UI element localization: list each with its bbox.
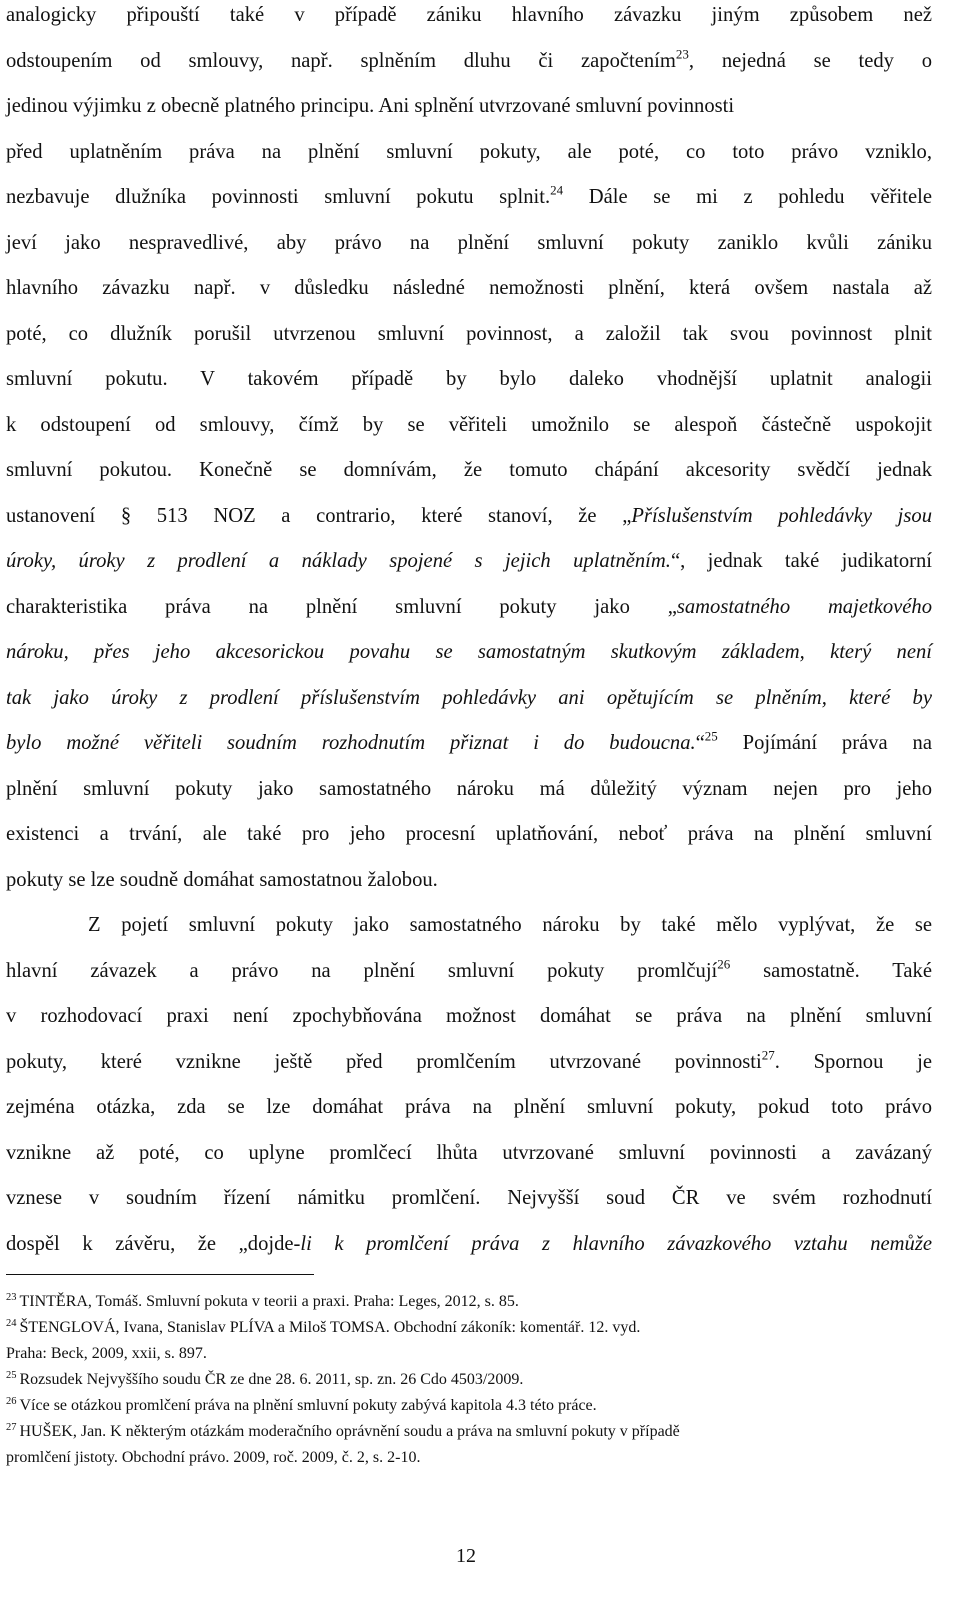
text-line bbox=[6, 720, 932, 766]
text-run: plnění smluvní pokuty jako samostatného nároku má důležitý význam nejen pro jeho bbox=[6, 777, 932, 800]
text-run: smluvní pokutu. V takovém případě by bylo daleko vhodnější uplatnit analogii bbox=[6, 368, 932, 390]
text-line bbox=[6, 129, 932, 175]
text-line bbox=[6, 857, 932, 903]
text-run: před uplatněním práva na plnění smluvní pokuty, ale poté, co toto právo vzniklo, bbox=[6, 140, 932, 163]
footnote bbox=[6, 1422, 932, 1442]
text-line bbox=[6, 1130, 932, 1176]
footnote-ref: 24 bbox=[550, 182, 564, 198]
text-line bbox=[6, 948, 932, 994]
text-line bbox=[6, 0, 932, 38]
text-run: zejména otázka, zda se lze domáhat práva na plnění smluvní pokuty, pokud toto právo bbox=[6, 1096, 932, 1118]
footnote bbox=[6, 1370, 932, 1390]
footnote-ref: 27 bbox=[761, 1047, 775, 1063]
text-line bbox=[6, 811, 932, 857]
text-line bbox=[6, 83, 932, 129]
footnote bbox=[6, 1396, 932, 1416]
footnote-text: HUŠEK, Jan. K některým otázkám moderačního oprávnění soudu a práva na smluvní pokuty v případě bbox=[19, 1423, 680, 1440]
text-run: hlavního závazku např. v důsledku následné nemožnosti plnění, která ovšem nastala až bbox=[6, 277, 932, 299]
text-line bbox=[6, 675, 932, 721]
footnote-ref: 25 bbox=[704, 728, 718, 744]
text-run: . Spornou je bbox=[774, 1050, 932, 1073]
text-line bbox=[6, 447, 932, 493]
text-run: jedinou výjimku z obecně platného principu. Ani splnění utvrzované smluvní povinnosti bbox=[6, 95, 735, 117]
footnote-text: promlčení jistoty. Obchodní právo. 2009, roč. 2009, č. 2, s. 2-10. bbox=[6, 1449, 421, 1466]
text-line bbox=[6, 265, 932, 311]
text-line bbox=[6, 311, 932, 357]
text-run: pokuty se lze soudně domáhat samostatnou žalobou. bbox=[6, 868, 438, 891]
text-line bbox=[6, 584, 932, 630]
text-run: dospěl k závěru, že „dojde- bbox=[6, 1232, 301, 1255]
text-line bbox=[6, 493, 932, 539]
footnote bbox=[6, 1344, 932, 1364]
page-number: 12 bbox=[456, 1545, 476, 1567]
text-run: hlavní závazek a právo na plnění smluvní pokuty promlčují bbox=[6, 959, 718, 982]
text-run: samostatně. Také bbox=[730, 959, 932, 982]
footnote-text: ŠTENGLOVÁ, Ivana, Stanislav PLÍVA a Miloš TOMSA. Obchodní zákoník: komentář. 12. vyd. bbox=[19, 1319, 641, 1336]
text-run: existenci a trvání, ale také pro jeho procesní uplatňování, neboť práva na plnění smluvní bbox=[6, 823, 932, 845]
footnote-number: 26 bbox=[6, 1396, 17, 1408]
text-line bbox=[6, 174, 932, 220]
text-run: v rozhodovací praxi není zpochybňována možnost domáhat se práva na plnění smluvní bbox=[6, 1005, 932, 1027]
text-run: vznese v soudním řízení námitku promlčení. Nejvyšší soud ČR ve svém rozhodnutí bbox=[6, 1187, 932, 1209]
text-line bbox=[6, 629, 932, 675]
text-run: charakteristika práva na plnění smluvní pokuty jako „ bbox=[6, 595, 677, 618]
text-line bbox=[6, 766, 932, 812]
text-line bbox=[6, 1221, 932, 1267]
text-run: smluvní pokutou. Konečně se domnívám, že tomuto chápání akcesority svědčí jednak bbox=[6, 459, 932, 481]
text-run: nezbavuje dlužníka povinnosti smluvní pokutu splnit. bbox=[6, 186, 551, 208]
italic-text: nároku, přes jeho akcesorickou povahu se samostatným skutkovým základem, který není bbox=[6, 641, 932, 663]
footnote-text: TINTĚRA, Tomáš. Smluvní pokuta v teorii a praxi. Praha: Leges, 2012, s. 85. bbox=[19, 1293, 519, 1310]
italic-text: bylo možné věřiteli soudním rozhodnutím přiznat i do budoucna. bbox=[6, 732, 696, 754]
text-run: “ bbox=[695, 732, 705, 754]
footnote-separator bbox=[6, 1274, 314, 1275]
text-line bbox=[6, 38, 932, 84]
text-run: poté, co dlužník porušil utvrzenou smluvní povinnost, a založil tak svou povinnost plnit bbox=[6, 322, 932, 345]
text-run: Pojímání práva na bbox=[717, 732, 932, 754]
text-run: “, jednak také judikatorní bbox=[670, 550, 933, 572]
italic-text: Příslušenstvím pohledávky jsou bbox=[631, 504, 932, 527]
footnote-number: 25 bbox=[6, 1370, 17, 1382]
text-line bbox=[6, 1084, 932, 1130]
text-run: ustanovení § 513 NOZ a contrario, které stanoví, že „ bbox=[6, 504, 632, 527]
text-run: , nejedná se tedy o bbox=[688, 49, 933, 72]
italic-text: úroky, úroky z prodlení a náklady spojené s jejich uplatněním. bbox=[6, 550, 671, 572]
italic-text: tak jako úroky z prodlení příslušenstvím pohledávky ani opětujícím se plněním, které by bbox=[6, 686, 932, 709]
footnote-text: Praha: Beck, 2009, xxii, s. 897. bbox=[6, 1345, 207, 1362]
text-line bbox=[6, 538, 932, 584]
text-run: odstoupením od smlouvy, např. splněním dluhu či započtením bbox=[6, 49, 676, 72]
text-run: Dále se mi z pohledu věřitele bbox=[563, 186, 932, 208]
footnote bbox=[6, 1292, 932, 1312]
text-line bbox=[6, 902, 932, 948]
text-run: jeví jako nespravedlivé, aby právo na plnění smluvní pokuty zaniklo kvůli zániku bbox=[6, 231, 932, 254]
text-run: pokuty, které vznikne ještě před promlčením utvrzované povinnosti bbox=[6, 1050, 762, 1073]
footnote-text: Rozsudek Nejvyššího soudu ČR ze dne 28. 6. 2011, sp. zn. 26 Cdo 4503/2009. bbox=[19, 1371, 524, 1388]
text-run: k odstoupení od smlouvy, čímž by se věřiteli umožnilo se alespoň částečně uspokojit bbox=[6, 413, 932, 436]
text-line bbox=[6, 402, 932, 448]
footnote-ref: 23 bbox=[675, 46, 689, 62]
footnote bbox=[6, 1448, 932, 1468]
text-line bbox=[6, 220, 932, 266]
text-run: vznikne až poté, co uplyne promlčecí lhůta utvrzované smluvní povinnosti a zavázaný bbox=[6, 1141, 932, 1164]
footnote-number: 24 bbox=[6, 1318, 17, 1330]
text-line bbox=[6, 1175, 932, 1221]
text-run: Z pojetí smluvní pokuty jako samostatného nároku by také mělo vyplývat, že se bbox=[88, 914, 932, 936]
footnote-number: 23 bbox=[6, 1292, 17, 1304]
footnote-number: 27 bbox=[6, 1422, 17, 1434]
italic-text: li k promlčení práva z hlavního závazkového vztahu nemůže bbox=[300, 1232, 932, 1255]
text-line bbox=[6, 993, 932, 1039]
text-line bbox=[6, 356, 932, 402]
footnote-text: Více se otázkou promlčení práva na plnění smluvní pokuty zabývá kapitola 4.3 této práce. bbox=[19, 1397, 597, 1414]
footnote-ref: 26 bbox=[717, 956, 731, 972]
italic-text: samostatného majetkového bbox=[676, 595, 933, 618]
text-run: analogicky připouští také v případě zániku hlavního závazku jiným způsobem než bbox=[6, 4, 932, 26]
footnote bbox=[6, 1318, 932, 1338]
text-line bbox=[6, 1039, 932, 1085]
